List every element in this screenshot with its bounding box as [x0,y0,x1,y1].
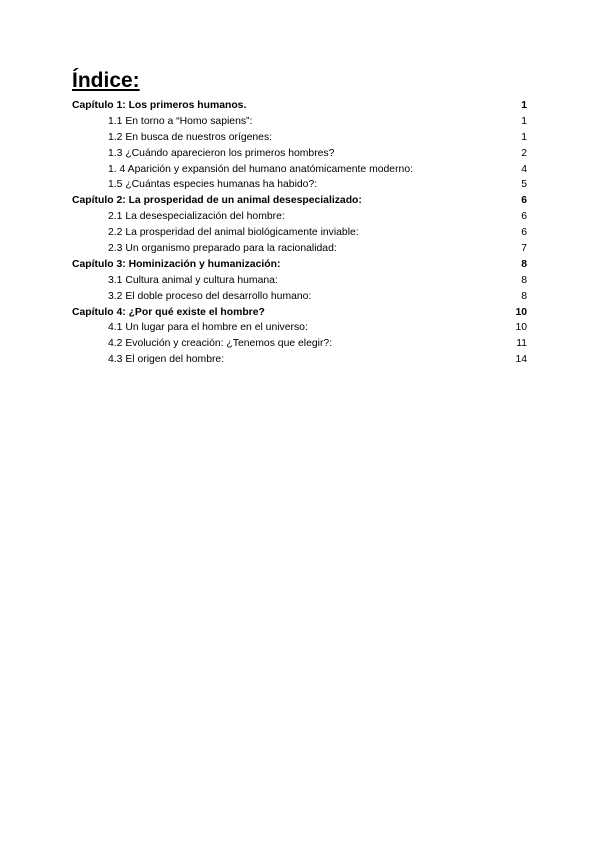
toc-section-entry[interactable] [72,241,527,257]
toc-entry-page-number: 11 [516,338,527,350]
toc-list [72,98,527,368]
toc-entry-page-number: 14 [515,354,527,366]
toc-section-entry[interactable] [72,209,527,225]
toc-entry-label: 4.2 Evolución y creación: ¿Tenemos que elegir?: [108,338,333,350]
toc-entry-page-number: 5 [521,179,527,191]
toc-entry-page-number: 8 [521,290,527,302]
toc-entry-label: 3.2 El doble proceso del desarrollo humano: [108,290,312,302]
toc-entry-label: 1. 4 Aparición y expansión del humano anatómicamente moderno: [108,163,413,175]
toc-entry-page-number: 1 [521,131,527,143]
toc-entry-label: Capítulo 4: ¿Por qué existe el hombre? [72,306,265,318]
toc-entry-label: 2.1 La desespecialización del hombre: [108,211,285,223]
toc-entry-label: 1.2 En busca de nuestros orígenes: [108,131,273,143]
toc-section-entry[interactable] [72,162,527,178]
toc-entry-page-number: 6 [521,211,527,223]
toc-section-entry[interactable] [72,273,527,289]
toc-title: Índice: [72,69,140,92]
toc-entry-label: Capítulo 1: Los primeros humanos. [72,100,247,111]
toc-entry-page-number: 1 [521,115,527,127]
toc-section-entry[interactable] [72,114,527,130]
document-page [72,68,527,368]
toc-section-entry[interactable] [72,225,527,241]
toc-entry-page-number: 4 [521,163,527,175]
toc-entry-label: 2.3 Un organismo preparado para la racionalidad: [108,243,337,255]
toc-entry-page-number: 6 [521,195,527,207]
toc-section-entry[interactable] [72,146,527,162]
toc-entry-label: 4.3 El origen del hombre: [108,354,225,366]
toc-entry-label: 1.5 ¿Cuántas especies humanas ha habido?: [108,179,318,191]
toc-entry-page-number: 8 [521,258,527,270]
toc-entry-page-number: 6 [521,227,527,239]
toc-chapter-entry[interactable] [72,305,527,321]
toc-entry-page-number: 10 [515,322,527,334]
toc-entry-label: 1.1 En torno a “Homo sapiens”: [108,115,253,127]
toc-section-entry[interactable] [72,336,527,352]
toc-chapter-entry[interactable] [72,257,527,273]
toc-entry-label: 1.3 ¿Cuándo aparecieron los primeros hombres? [108,147,335,159]
toc-entry-page-number: 1 [521,100,527,111]
toc-entry-label: Capítulo 3: Hominización y humanización: [72,258,281,270]
toc-entry-label: Capítulo 2: La prosperidad de un animal desespecializado: [72,195,362,207]
toc-section-entry[interactable] [72,352,527,368]
toc-section-entry[interactable] [72,177,527,193]
toc-entry-page-number: 8 [521,274,527,286]
toc-chapter-entry[interactable] [72,98,527,114]
toc-entry-page-number: 2 [521,147,527,159]
toc-section-entry[interactable] [72,130,527,146]
toc-entry-label: 3.1 Cultura animal y cultura humana: [108,274,278,286]
toc-section-entry[interactable] [72,289,527,305]
toc-entry-page-number: 7 [521,243,527,255]
toc-entry-page-number: 10 [515,306,527,318]
toc-section-entry[interactable] [72,320,527,336]
toc-entry-label: 2.2 La prosperidad del animal biológicamente inviable: [108,227,359,239]
toc-chapter-entry[interactable] [72,193,527,209]
toc-entry-label: 4.1 Un lugar para el hombre en el universo: [108,322,308,334]
